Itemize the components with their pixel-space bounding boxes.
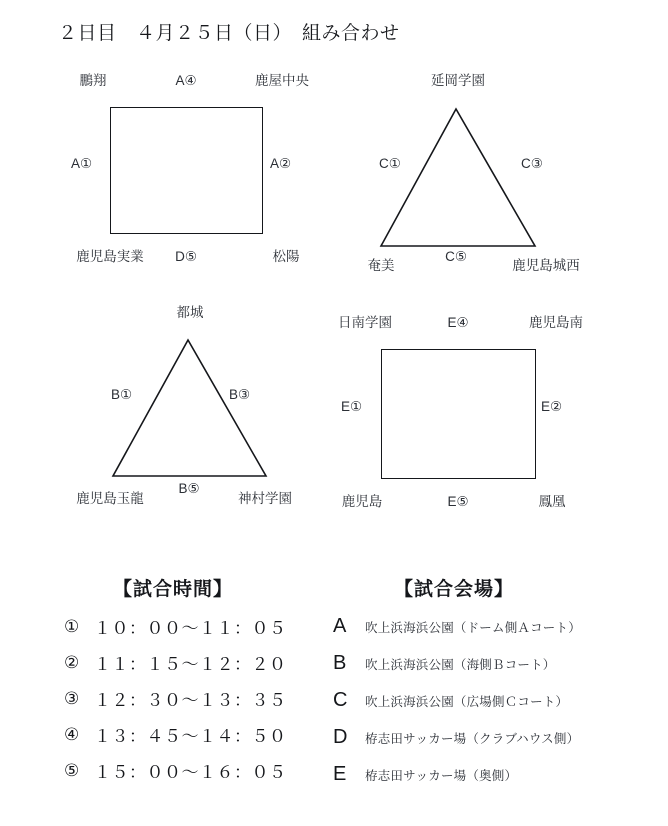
group-b-left-label: B① bbox=[111, 387, 133, 402]
match-time-number: ① bbox=[64, 616, 80, 636]
group-e-right-label: E② bbox=[541, 399, 563, 414]
venue-name: 吹上浜海浜公園（広場側Ｃコート） bbox=[365, 695, 569, 709]
venue-key: D bbox=[333, 726, 348, 748]
group-c-bottom-left-team: 奄美 bbox=[367, 258, 395, 273]
group-b-apex-team: 都城 bbox=[176, 305, 204, 320]
group-c-apex-team: 延岡学園 bbox=[431, 73, 485, 88]
match-time-number: ③ bbox=[64, 688, 80, 708]
group-a-bottom-left-team: 鹿児島実業 bbox=[76, 249, 144, 264]
group-a-bottom-label: D⑤ bbox=[175, 249, 197, 264]
group-e-top-right-team: 鹿児島南 bbox=[529, 315, 583, 330]
venue-key: A bbox=[333, 615, 347, 637]
venue-row bbox=[333, 615, 581, 638]
group-b-right-label: B③ bbox=[229, 387, 251, 402]
group-e-square bbox=[381, 349, 536, 479]
group-c-bottom-right-team: 鹿児島城西 bbox=[512, 258, 580, 273]
group-e-top-left-team: 日南学園 bbox=[338, 315, 392, 330]
venue-row bbox=[333, 689, 568, 712]
match-time-number: ⑤ bbox=[64, 760, 80, 780]
venue-row bbox=[333, 652, 556, 675]
match-time-row bbox=[64, 722, 287, 747]
venue-row bbox=[333, 726, 579, 749]
match-time-value: １１：１５〜１２：２０ bbox=[94, 655, 287, 674]
group-c-right-label: C③ bbox=[521, 156, 543, 171]
group-a-left-label: A① bbox=[71, 156, 93, 171]
match-time-value: １５：００〜１６：０５ bbox=[94, 763, 287, 782]
page-title: ２日目 ４月２５日（日） 組み合わせ bbox=[58, 23, 400, 44]
group-b-triangle bbox=[107, 334, 275, 484]
venue-key: B bbox=[333, 652, 347, 674]
match-time-row bbox=[64, 758, 287, 783]
group-e-left-label: E① bbox=[341, 399, 363, 414]
venue-name: 栫志田サッカー場（クラブハウス側） bbox=[365, 732, 580, 746]
group-a-top-left-team: 鵬翔 bbox=[79, 73, 107, 88]
group-e-bottom-right-team: 鳳凰 bbox=[538, 494, 566, 509]
match-time-value: １２：３０〜１３：３５ bbox=[94, 691, 287, 710]
group-a-square bbox=[110, 107, 263, 234]
group-b-bottom-label: B⑤ bbox=[178, 481, 200, 496]
group-a-bottom-right-team: 松陽 bbox=[272, 249, 300, 264]
match-times-heading: 【試合時間】 bbox=[113, 579, 234, 600]
venues-heading: 【試合会場】 bbox=[394, 579, 515, 600]
group-a-top-label: A④ bbox=[175, 73, 197, 88]
venue-key: C bbox=[333, 689, 348, 711]
match-time-row bbox=[64, 686, 287, 711]
group-b-bottom-right-team: 神村学園 bbox=[238, 491, 292, 506]
group-a-top-right-team: 鹿屋中央 bbox=[255, 73, 309, 88]
venue-key: E bbox=[333, 763, 347, 785]
group-c-triangle bbox=[375, 103, 543, 253]
match-time-row bbox=[64, 614, 287, 639]
venue-name: 栫志田サッカー場（奥側） bbox=[365, 769, 518, 783]
group-e-bottom-label: E⑤ bbox=[447, 494, 469, 509]
match-time-row bbox=[64, 650, 287, 675]
group-b-bottom-left-team: 鹿児島玉龍 bbox=[76, 491, 144, 506]
group-c-bottom-label: C⑤ bbox=[445, 249, 467, 264]
match-time-value: １３：４５〜１４：５０ bbox=[94, 727, 287, 746]
venue-row bbox=[333, 763, 517, 786]
match-time-number: ④ bbox=[64, 724, 80, 744]
venue-name: 吹上浜海浜公園（ドーム側Ａコート） bbox=[365, 621, 581, 635]
venue-name: 吹上浜海浜公園（海側Ｂコート） bbox=[365, 658, 556, 672]
group-c-left-label: C① bbox=[379, 156, 401, 171]
group-e-top-label: E④ bbox=[447, 315, 469, 330]
group-a-right-label: A② bbox=[270, 156, 292, 171]
group-e-bottom-left-team: 鹿児島 bbox=[341, 494, 383, 509]
match-time-value: １０：００〜１１：０５ bbox=[94, 619, 287, 638]
match-time-number: ② bbox=[64, 652, 80, 672]
